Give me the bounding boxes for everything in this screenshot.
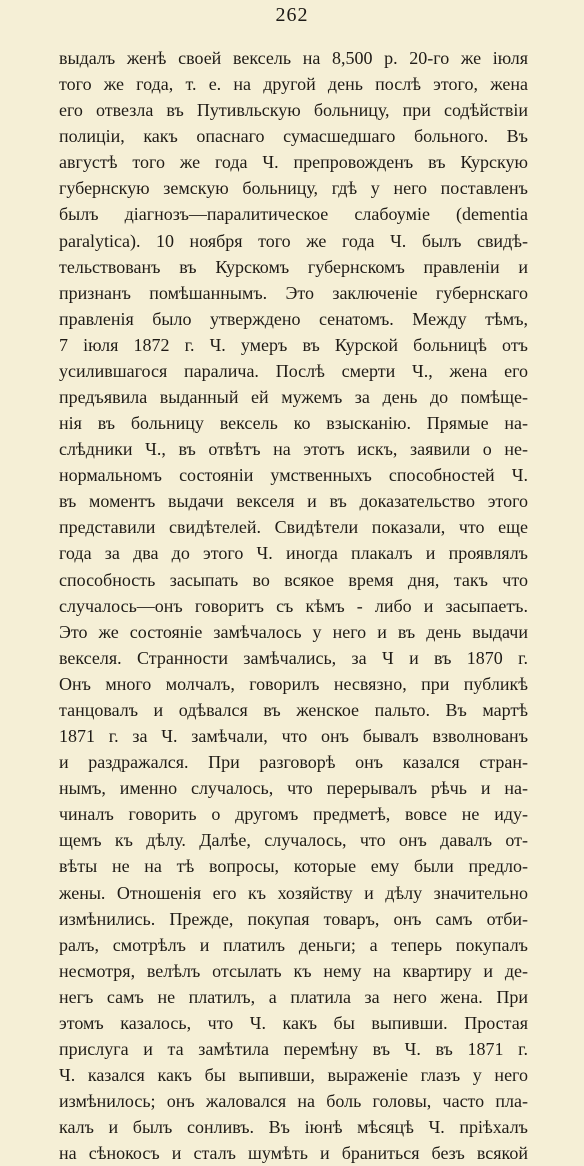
text-line: былъ діагнозъ—паралитическое слабоуміе (dementia (59, 204, 528, 225)
text-line: калъ и былъ сонливъ. Въ іюнѣ мѣсяцѣ Ч. пріѣхалъ (59, 1117, 528, 1138)
text-line: полиціи, какъ опаснаго сумасшедшаго больного. Въ (59, 126, 528, 147)
text-line: на сѣнокосъ и сталъ шумѣть и браниться безъ всякой (59, 1143, 528, 1164)
text-line: нымъ, именно случалось, что перерывалъ рѣчь и на- (59, 778, 528, 799)
text-line: предъявила выданный ей мужемъ за день до помѣще- (59, 387, 528, 408)
text-line: измѣнилось; онъ жаловался на боль головы, часто пла- (59, 1091, 528, 1112)
text-line: Ч. казался какъ бы выпивши, выраженіе глазъ у него (59, 1065, 528, 1086)
text-line: представили свидѣтелей. Свидѣтели показали, что еще (59, 517, 528, 538)
text-line: этомъ казалось, что Ч. какъ бы выпивши. Простая (59, 1012, 528, 1033)
body-text (59, 45, 528, 1166)
text-line: правленія было утверждено сенатомъ. Между тѣмъ, (59, 308, 528, 329)
text-line: случалось—онъ говоритъ съ кѣмъ - либо и засыпаетъ. (59, 595, 528, 616)
text-line: измѣнились. Прежде, покупая товаръ, онъ самъ отби- (59, 908, 528, 929)
text-line: его отвезла въ Путивльскую больницу, при содѣйствіи (59, 100, 528, 121)
text-line: чиналъ говорить о другомъ предметѣ, вовсе не иду- (59, 804, 528, 825)
text-line: Это же состояніе замѣчалось у него и въ день выдачи (59, 621, 528, 642)
text-line: нія въ больницу вексель ко взысканію. Прямые на- (59, 413, 528, 434)
text-line: признанъ помѣшаннымъ. Это заключеніе губернскаго (59, 282, 528, 303)
text-line: paralytica). 10 ноября того же года Ч. былъ свидѣ- (59, 230, 528, 251)
page-number: 262 (275, 4, 309, 26)
text-line: 7 іюля 1872 г. Ч. умеръ въ Курской больницѣ отъ (59, 334, 528, 355)
text-line: танцовалъ и одѣвался въ женское пальто. Въ мартѣ (59, 699, 528, 720)
text-line: прислуга и та замѣтила перемѣну въ Ч. въ 1871 г. (59, 1038, 528, 1059)
text-line: губернскую земскую больницу, гдѣ у него поставленъ (59, 178, 528, 199)
text-line: несмотря, велѣлъ отсылать къ нему на квартиру и де- (59, 960, 528, 981)
text-line: ралъ, смотрѣлъ и платилъ деньги; а теперь покупалъ (59, 934, 528, 955)
text-line: жены. Отношенія его къ хозяйству и дѣлу значительно (59, 882, 528, 903)
text-line: негъ самъ не платилъ, а платила за него жена. При (59, 986, 528, 1007)
text-line: слѣдники Ч., въ отвѣтъ на этотъ искъ, заявили о не- (59, 439, 528, 460)
text-line: въ моментъ выдачи векселя и въ доказательство этого (59, 491, 528, 512)
text-line: усилившагося паралича. Послѣ смерти Ч., жена его (59, 360, 528, 381)
text-line: способность засыпать во всякое время дня, такъ что (59, 569, 528, 590)
text-line: и раздражался. При разговорѣ онъ казался стран- (59, 752, 528, 773)
text-line: августѣ того же года Ч. препровожденъ въ Курскую (59, 152, 528, 173)
text-line: щемъ къ дѣлу. Далѣе, случалось, что онъ давалъ от- (59, 830, 528, 851)
text-line: выдалъ женѣ своей вексель на 8,500 р. 20-го же іюля (59, 48, 528, 68)
text-line: того же года, т. е. на другой день послѣ этого, жена (59, 74, 528, 95)
text-line: вѣты не на тѣ вопросы, которые ему были предло- (59, 856, 528, 877)
text-line: Онъ много молчалъ, говорилъ несвязно, при публикѣ (59, 673, 528, 694)
text-line: векселя. Странности замѣчались, за Ч и въ 1870 г. (59, 647, 528, 668)
text-line: тельствованъ въ Курскомъ губернскомъ правленіи и (59, 256, 528, 277)
text-line: года за два до этого Ч. иногда плакалъ и проявлялъ (59, 543, 528, 564)
text-line: нормальномъ состояніи умственныхъ способностей Ч. (59, 465, 528, 486)
text-line: 1871 г. за Ч. замѣчали, что онъ бывалъ взволнованъ (59, 726, 528, 747)
